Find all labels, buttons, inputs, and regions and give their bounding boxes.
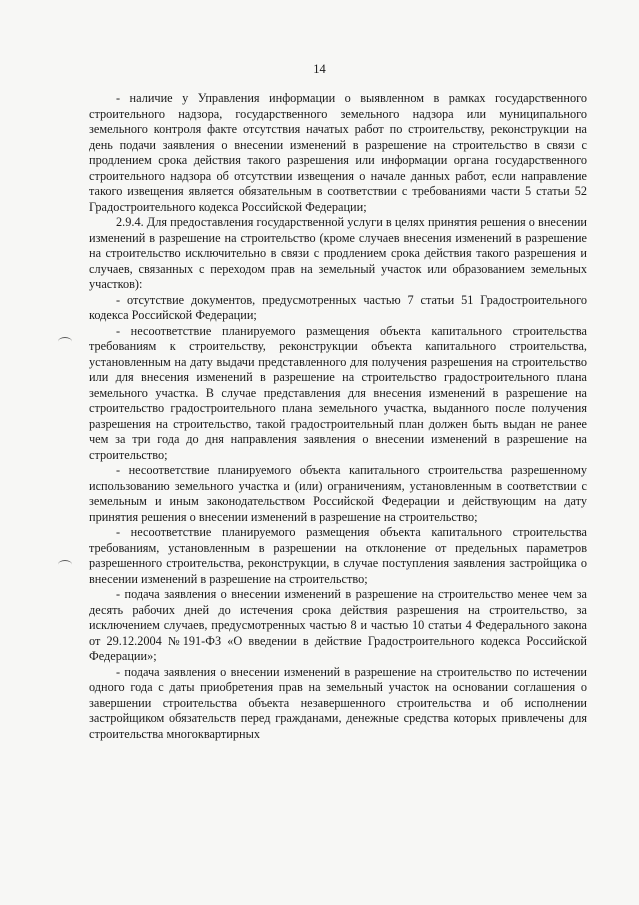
paragraph-placement-mismatch: - несоответствие планируемого размещения объекта капитального строительства требованиям к строительству, реконструкции объекта капитального строительства, установленным на дату выдачи представленного для получения разрешения на строительство или для внесения изменений в разрешение на строительство градостроительного плана земельного участка. В случае представления для внесения изменений в разрешение на строительство градостроительного плана земельного участка, выданного после получения разрешения на строительство, такой градостроительный план должен быть выдан не ранее чем за три года до дня направления заявления о внесении изменений в разрешение на строительство; [89,323,587,462]
paragraph-late-application: - подача заявления о внесении изменений в разрешение на строительство менее чем за десять рабочих дней до истечения срока действия разрешения на строительство, за исключением случаев, предусмотренных частью 8 и частью 10 статьи 4 Федерального закона от 29.12.2004 №191-ФЗ «О введении в действие Градостроительного кодекса Российской Федерации»; [89,587,587,663]
margin-pen-mark [58,337,72,346]
page-number: 14 [313,62,326,76]
paragraph-2-9-4: 2.9.4. Для предоставления государственной услуги в целях принятия решения о внесении изменений в разрешение на строительство (кроме случаев внесения изменений в разрешение на строительство исключительно в связи с продлением срока действия такого разрешения и случаев, связанных с переходом прав на земельный участок или образованием земельных участков): [89,215,587,291]
document-body [89,91,587,742]
paragraph-info-absence: - наличие у Управления информации о выявленном в рамках государственного строительного надзора, государственного земельного надзора или муниципального земельного контроля факте отсутствия начатых работ по строительству, реконструкции на день подачи заявления о внесении изменений в разрешение на строительство в связи с продлением срока действия такого разрешения или информации органа государственного строительного надзора об отсутствии извещения о начале данных работ, если направление такого извещения является обязательным в соответствии с требованиями части 5 статьи 52 Градостроительного кодекса Российской Федерации; [89,91,587,214]
paragraph-missing-documents: - отсутствие документов, предусмотренных частью 7 статьи 51 Градостроительного кодекса Российской Федерации; [89,292,587,322]
margin-pen-mark [58,560,72,569]
paragraph-permitted-use-mismatch: - несоответствие планируемого объекта капитального строительства разрешенному использованию земельного участка и (или) ограничениям, установленным в соответствии с земельным и иным законодательством Российской Федерации и действующим на дату принятия решения о внесении изменений в разрешение на строительство; [89,463,587,524]
paragraph-one-year-expiry: - подача заявления о внесении изменений в разрешение на строительство по истечении одного года с даты приобретения прав на земельный участок на основании соглашения о завершении строительства объекта незавершенного строительства и об исполнении застройщиком обязательств перед гражданами, денежные средства которых привлечены для строительства многоквартирных [89,664,587,741]
paragraph-deviation-permit-mismatch: - несоответствие планируемого размещения объекта капитального строительства требованиям, установленным в разрешении на отклонение от предельных параметров разрешенного строительства, реконструкции, в случае поступления заявления застройщика о внесении изменений в разрешение на строительство; [89,525,587,586]
